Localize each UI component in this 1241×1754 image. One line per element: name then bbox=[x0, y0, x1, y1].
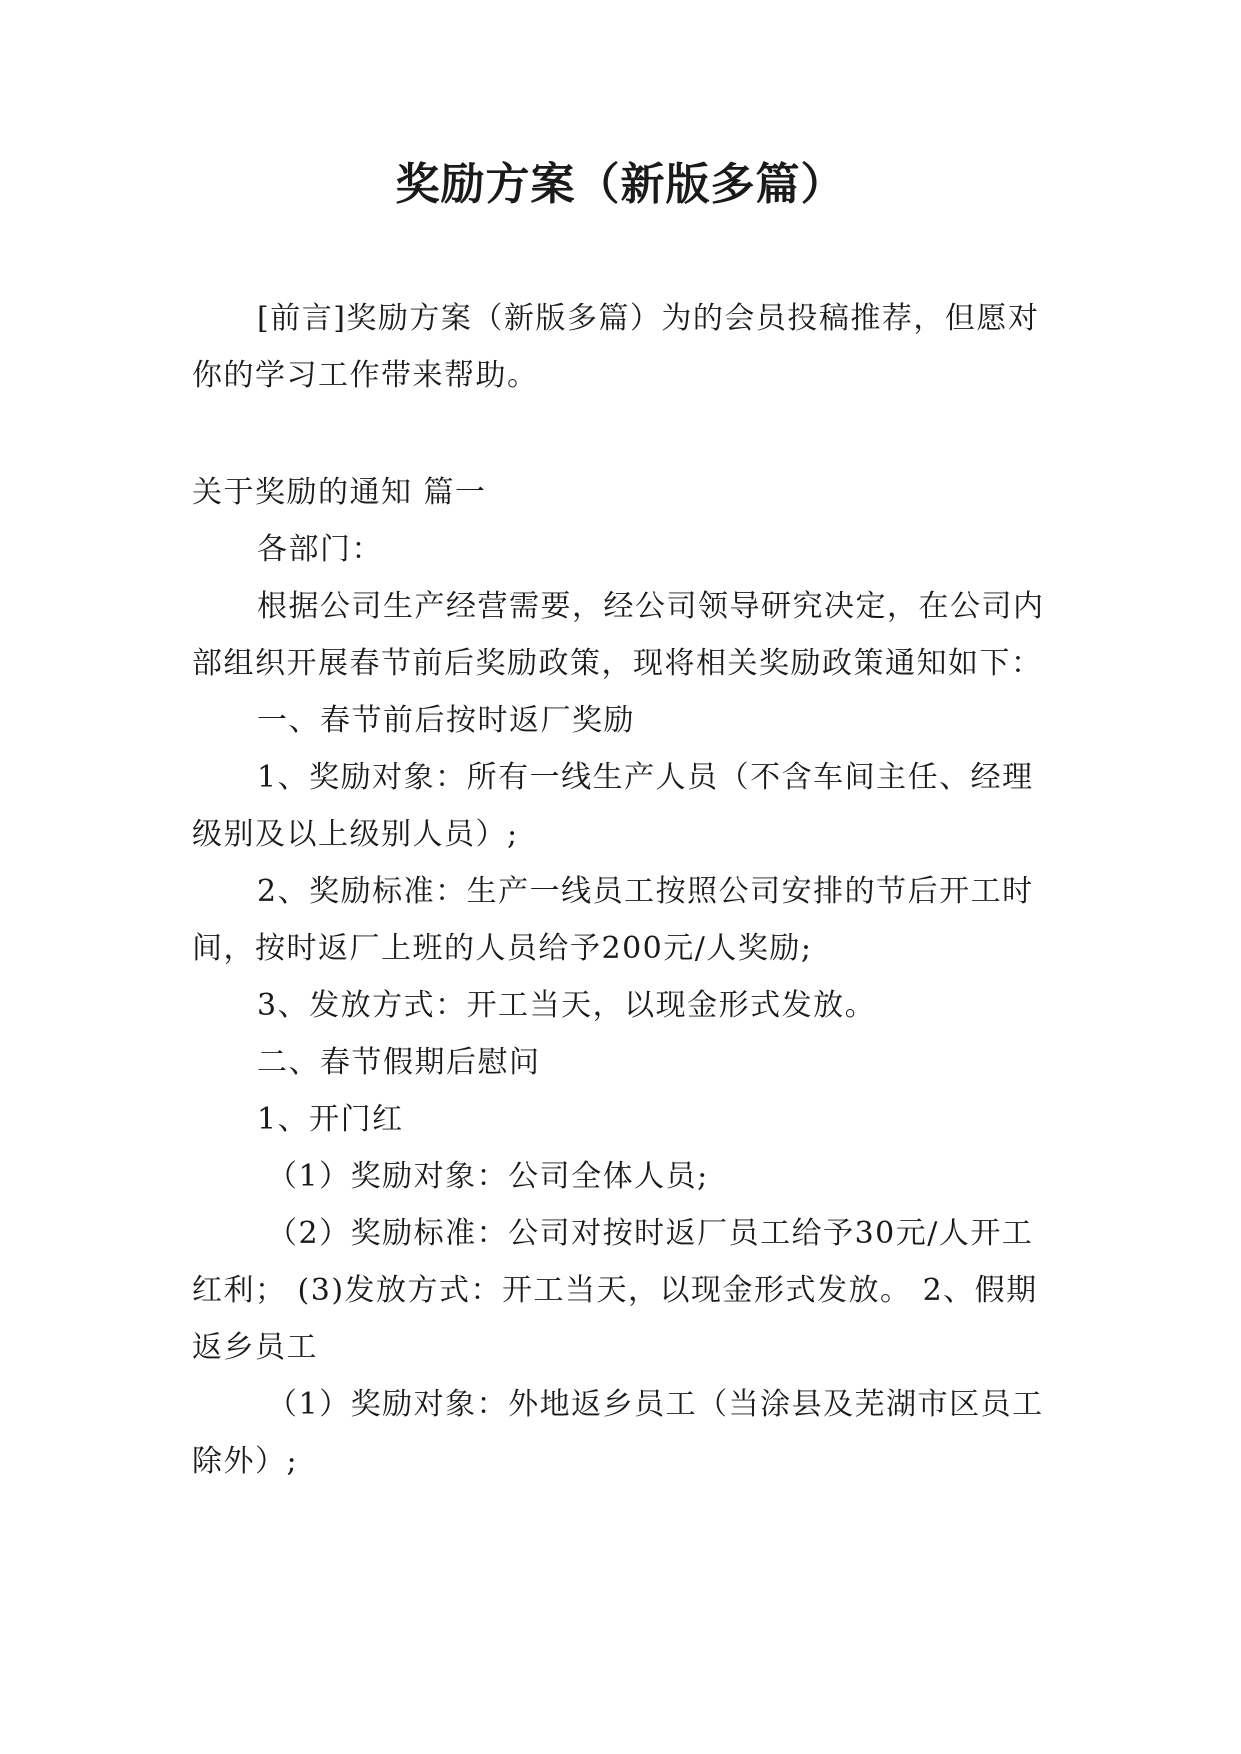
paragraph-item-2-1: 1、开门红 bbox=[257, 1102, 404, 1137]
paragraph-intro: 根据公司生产经营需要，经公司领导研究决定，在公司内部组织开展春节前后奖励政策，现将相关奖励政策通知如下： bbox=[192, 589, 1045, 681]
paragraph-subitem-2: （2）奖励标准：公司对按时返厂员工给予30元/人开工红利； (3)发放方式：开工当天，以现金形式发放。 2、假期返乡员工 bbox=[192, 1216, 1038, 1365]
paragraph-item-1-1: 1、奖励对象：所有一线生产人员（不含车间主任、经理级别及以上级别人员）; bbox=[192, 760, 1034, 852]
paragraph-item-1-2: 2、奖励标准：生产一线员工按照公司安排的节后开工时间，按时返厂上班的人员给予200元/人奖励; bbox=[192, 874, 1034, 966]
paragraph-subitem-1: （1）奖励对象：公司全体人员; bbox=[267, 1159, 709, 1194]
section-heading: 关于奖励的通知 篇一 bbox=[192, 475, 487, 510]
paragraph-salutation: 各部门： bbox=[257, 532, 383, 567]
paragraph-section-1: 一、春节前后按时返厂奖励 bbox=[257, 703, 635, 738]
preface-text: [前言]奖励方案（新版多篇）为的会员投稿推荐，但愿对你的学习工作带来帮助。 bbox=[192, 301, 1040, 393]
paragraph-subitem-3: （1）奖励对象：外地返乡员工（当涂县及芜湖市区员工除外）; bbox=[192, 1387, 1044, 1479]
document-body bbox=[192, 464, 1052, 1490]
paragraph-item-1-3: 3、发放方式：开工当天，以现金形式发放。 bbox=[257, 988, 877, 1023]
paragraph-section-2: 二、春节假期后慰问 bbox=[257, 1045, 541, 1080]
preface-paragraph bbox=[192, 290, 1052, 404]
document-title: 奖励方案（新版多篇） bbox=[395, 159, 846, 210]
